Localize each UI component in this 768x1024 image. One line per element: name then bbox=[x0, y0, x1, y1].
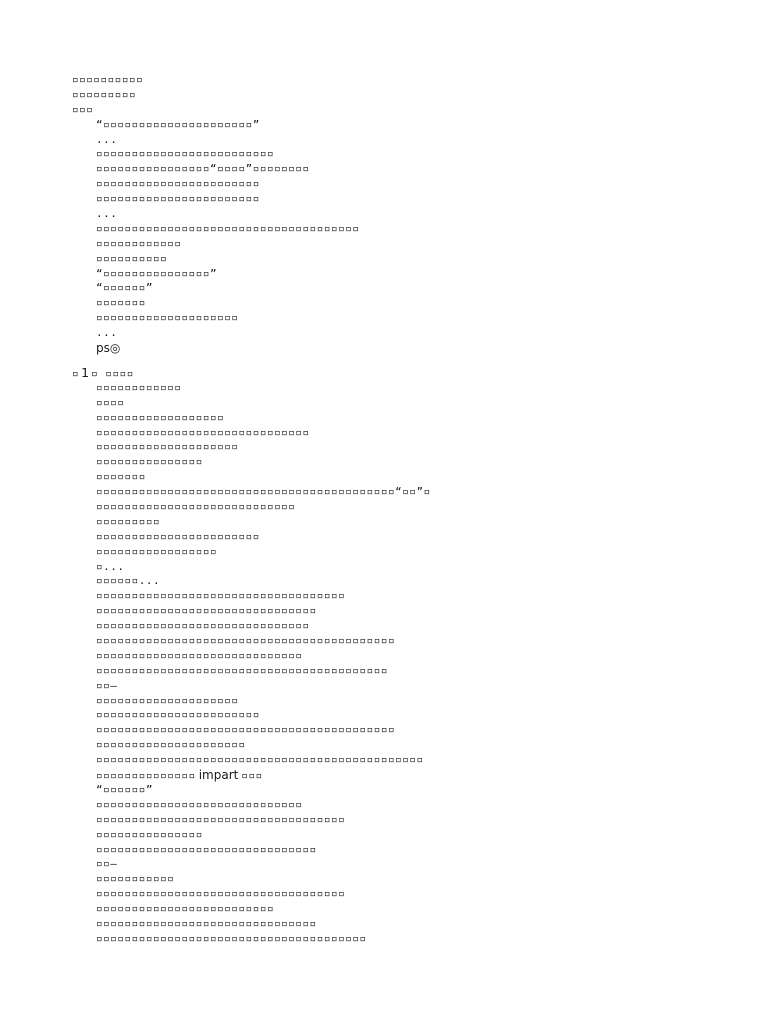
text-line: ▫▫▫▫▫▫▫▫▫▫▫▫▫▫▫▫▫ bbox=[96, 544, 218, 558]
text-line: ▫▫▫▫▫▫▫▫▫▫▫▫▫▫▫▫▫▫▫▫▫▫▫▫▫ bbox=[96, 902, 275, 916]
text-line: ▫▫▫▫▫▫▫▫▫▫▫▫▫▫▫▫▫▫▫▫▫▫▫▫▫▫▫▫▫▫▫ bbox=[96, 916, 317, 930]
text-line: ▫▫— bbox=[96, 678, 118, 692]
text-line: ▫▫▫▫▫▫▫▫▫▫▫▫▫▫▫▫▫▫▫▫▫▫▫▫▫▫▫▫▫▫▫▫▫▫▫▫▫▫▫▫▫▫ bbox=[96, 723, 396, 737]
text-line: ps◎ bbox=[96, 341, 121, 356]
chapter-heading-prefix: ▫ bbox=[72, 367, 80, 380]
chapter-title: ▫▫▫▫ bbox=[105, 367, 134, 380]
text-line: ▫▫▫▫▫▫▫▫▫▫▫▫▫▫▫▫▫▫▫▫▫▫▫▫▫▫▫▫▫▫▫▫▫▫▫▫▫ bbox=[96, 221, 360, 235]
text-line: ▫▫▫▫▫▫▫▫▫▫▫▫▫▫▫▫▫▫▫▫▫▫▫▫▫▫▫▫▫▫ bbox=[96, 425, 310, 439]
text-line: ▫▫▫▫▫▫▫▫▫▫▫▫▫▫▫▫▫▫▫▫▫▫▫▫▫▫▫▫▫▫▫▫▫▫▫ bbox=[96, 812, 346, 826]
text-line: ▫▫▫▫▫▫▫▫▫▫▫▫▫▫▫▫▫▫▫▫▫▫▫ bbox=[96, 708, 260, 722]
text-line: ▫▫▫▫▫▫▫ bbox=[96, 296, 146, 310]
text-line: “▫▫▫▫▫▫▫▫▫▫▫▫▫▫▫” bbox=[96, 266, 218, 280]
chapter-number: 1 bbox=[81, 366, 90, 380]
text-line: ▫▫▫▫▫▫▫▫▫▫▫▫▫▫▫▫▫▫▫▫▫▫▫▫▫▫▫▫▫▫ bbox=[96, 619, 310, 633]
text-line: ▫▫▫▫▫▫▫▫▫▫▫▫▫▫▫▫▫▫▫▫▫▫▫▫▫▫▫▫▫▫▫▫▫▫▫ bbox=[96, 887, 346, 901]
text-line: ▫▫▫▫ bbox=[96, 395, 125, 409]
text-line: ▫▫▫▫▫▫▫▫▫ bbox=[72, 87, 137, 101]
text-line: “▫▫▫▫▫▫▫▫▫▫▫▫▫▫▫▫▫▫▫▫▫” bbox=[96, 117, 260, 131]
text-line: ▫▫▫▫▫▫▫▫▫▫▫▫▫▫▫▫▫▫▫▫▫▫▫ bbox=[96, 529, 260, 543]
text-line: ▫▫▫▫▫▫▫▫▫▫▫▫▫▫▫▫▫▫▫▫▫▫▫▫▫▫▫▫▫▫▫▫▫▫▫▫▫▫▫▫▫▫“▫▫”▫ bbox=[96, 485, 431, 499]
text-line: ▫▫▫▫▫▫▫▫▫▫▫▫▫▫▫▫“▫▫▫▫”▫▫▫▫▫▫▫▫ bbox=[96, 162, 310, 176]
latin-word: impart bbox=[198, 768, 239, 783]
text-line: ▫▫▫▫▫▫▫▫▫▫▫▫▫▫▫▫▫▫▫▫▫▫▫▫▫▫▫▫▫▫▫▫▫▫▫▫▫▫▫▫▫▫▫▫▫▫ bbox=[96, 753, 424, 767]
text-span: ▫▫▫▫▫▫▫▫▫▫▫▫▫▫ bbox=[96, 769, 196, 783]
text-line: ▫▫▫▫▫▫▫▫▫▫▫▫▫▫▫▫▫▫ bbox=[96, 410, 225, 424]
text-line: ▫▫▫▫▫▫▫▫▫▫▫▫▫▫▫▫▫▫▫▫▫▫▫▫▫▫▫▫▫▫▫▫▫▫▫ bbox=[96, 589, 346, 603]
chapter-heading bbox=[72, 366, 722, 381]
text-line: ▫▫▫▫▫▫▫ bbox=[96, 470, 146, 484]
chapter-1-section bbox=[72, 366, 722, 947]
text-line: ▫▫▫▫▫▫▫▫▫▫▫▫▫▫▫▫▫▫▫▫▫▫▫▫▫▫▫▫▫▫▫▫▫▫▫▫▫▫▫▫▫▫ bbox=[96, 634, 396, 648]
text-line: ▫▫▫▫▫▫▫▫▫▫▫▫▫▫▫▫▫▫▫▫▫▫▫▫▫▫▫▫▫▫▫ bbox=[96, 604, 317, 618]
text-line: ▫... bbox=[96, 559, 125, 573]
text-line bbox=[72, 768, 722, 783]
text-line: ▫▫▫▫▫▫▫▫▫▫▫▫ bbox=[96, 236, 182, 250]
text-line: ▫▫▫▫▫▫▫▫▫▫▫▫▫▫▫ bbox=[96, 827, 203, 841]
text-line: ▫▫▫▫▫▫▫▫▫▫ bbox=[96, 251, 168, 265]
text-line: ... bbox=[96, 132, 118, 146]
chapter-heading-suffix: ▫ bbox=[91, 367, 99, 380]
text-line: ▫▫— bbox=[96, 857, 118, 871]
text-line: ▫▫▫▫▫▫▫▫▫▫▫▫ bbox=[96, 380, 182, 394]
text-span: ▫▫▫ bbox=[241, 769, 263, 783]
text-line: ▫▫▫▫▫▫▫▫▫▫▫▫▫▫▫▫▫▫▫▫▫▫▫▫▫▫▫▫▫▫▫ bbox=[96, 842, 317, 856]
text-line: ▫▫▫▫▫▫... bbox=[96, 574, 161, 588]
text-line: ▫▫▫▫▫▫▫▫▫▫▫▫▫▫▫▫▫▫▫▫▫▫▫▫▫▫▫▫▫▫▫▫▫▫▫▫▫▫▫▫▫ bbox=[96, 663, 389, 677]
text-line: ▫▫▫▫▫▫▫▫▫▫▫▫▫▫▫▫▫▫▫▫▫▫▫▫▫▫▫▫▫ bbox=[96, 648, 303, 662]
text-line: ... bbox=[96, 207, 118, 221]
text-line: “▫▫▫▫▫▫” bbox=[96, 281, 153, 295]
text-line: ... bbox=[96, 326, 118, 340]
text-line: ▫▫▫▫▫▫▫▫▫▫▫▫▫▫▫▫▫▫▫▫▫▫▫▫▫ bbox=[96, 147, 275, 161]
text-line: ▫▫▫▫▫▫▫▫▫▫▫▫▫▫▫▫▫▫▫▫▫▫▫ bbox=[96, 177, 260, 191]
text-line: ▫▫▫▫▫▫▫▫▫▫▫▫▫▫▫▫▫▫▫▫ bbox=[96, 311, 239, 325]
text-line: ▫▫▫▫▫▫▫▫▫▫ bbox=[72, 73, 144, 86]
text-line: ▫▫▫▫▫▫▫▫▫▫▫ bbox=[96, 872, 175, 886]
text-line: ▫▫▫▫▫▫▫▫▫▫▫▫▫▫▫▫▫▫▫▫▫▫▫ bbox=[96, 192, 260, 206]
text-line: ▫▫▫▫▫▫▫▫▫▫▫▫▫▫▫▫▫▫▫▫▫▫▫▫▫▫▫▫▫▫▫▫▫▫▫▫▫▫ bbox=[96, 931, 367, 945]
text-line: ▫▫▫▫▫▫▫▫▫ bbox=[96, 514, 161, 528]
text-line: ▫▫▫▫▫▫▫▫▫▫▫▫▫▫▫▫▫▫▫▫▫ bbox=[96, 738, 246, 752]
text-line: “▫▫▫▫▫▫” bbox=[96, 782, 153, 796]
text-line: ▫▫▫▫▫▫▫▫▫▫▫▫▫▫▫ bbox=[96, 455, 203, 469]
text-line: ▫▫▫▫▫▫▫▫▫▫▫▫▫▫▫▫▫▫▫▫ bbox=[96, 693, 239, 707]
text-line: ▫▫▫▫▫▫▫▫▫▫▫▫▫▫▫▫▫▫▫▫ bbox=[96, 440, 239, 454]
text-line: ▫▫▫▫▫▫▫▫▫▫▫▫▫▫▫▫▫▫▫▫▫▫▫▫▫▫▫▫ bbox=[96, 500, 296, 514]
intro-section bbox=[72, 73, 722, 356]
text-line: ▫▫▫▫▫▫▫▫▫▫▫▫▫▫▫▫▫▫▫▫▫▫▫▫▫▫▫▫▫ bbox=[96, 797, 303, 811]
text-line: ▫▫▫ bbox=[72, 102, 94, 116]
